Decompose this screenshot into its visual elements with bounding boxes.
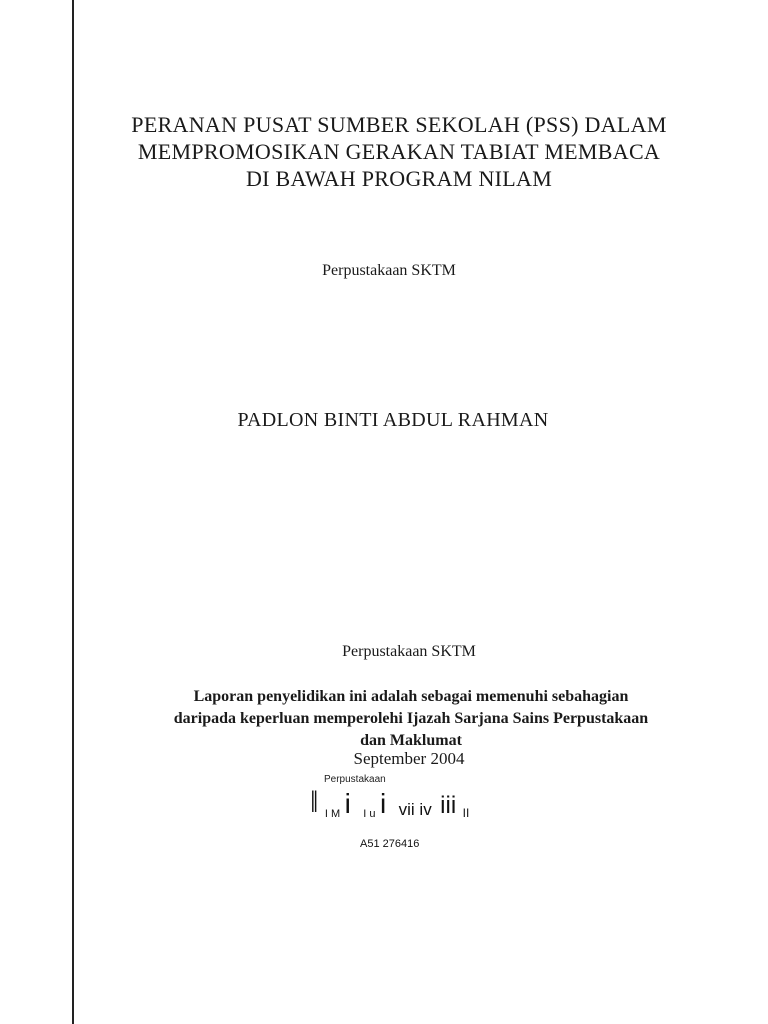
barcode-glyphs <box>308 786 469 832</box>
barcode-glyph: ‖ <box>310 786 318 819</box>
barcode-glyph: i <box>379 788 387 819</box>
statement-line-2: daripada keperluan memperolehi Ijazah Sarjana Sains Perpustakaan <box>173 710 649 727</box>
stamp-label: Perpustakaan <box>324 774 386 785</box>
library-watermark-top: Perpustakaan SKTM <box>322 262 456 279</box>
barcode-glyph: I M <box>324 808 341 820</box>
barcode-glyph: vii iv <box>398 800 432 819</box>
statement-line-3: dan Maklumat <box>360 732 462 749</box>
document-page <box>74 0 768 1024</box>
author-name: PADLON BINTI ABDUL RAHMAN <box>237 409 549 431</box>
barcode-glyph: I u <box>363 808 376 820</box>
library-watermark-middle: Perpustakaan SKTM <box>342 643 476 660</box>
degree-statement <box>86 686 736 752</box>
title-line-2: MEMPROMOSIKAN GERAKAN TABIAT MEMBACA <box>137 139 661 164</box>
statement-line-1: Laporan penyelidikan ini adalah sebagai memenuhi sebahagian <box>193 688 629 705</box>
title-line-3: DI BAWAH PROGRAM NILAM <box>245 166 553 191</box>
document-title <box>74 111 724 192</box>
barcode-glyph: II <box>462 806 470 820</box>
library-barcode-stamp <box>306 772 526 862</box>
title-line-1: PERANAN PUSAT SUMBER SEKOLAH (PSS) DALAM <box>131 112 667 137</box>
barcode-glyph: iii <box>440 792 457 819</box>
barcode-glyph: i <box>344 788 351 819</box>
stamp-accession-number: A51 276416 <box>360 838 420 850</box>
submission-date: September 2004 <box>353 749 465 768</box>
